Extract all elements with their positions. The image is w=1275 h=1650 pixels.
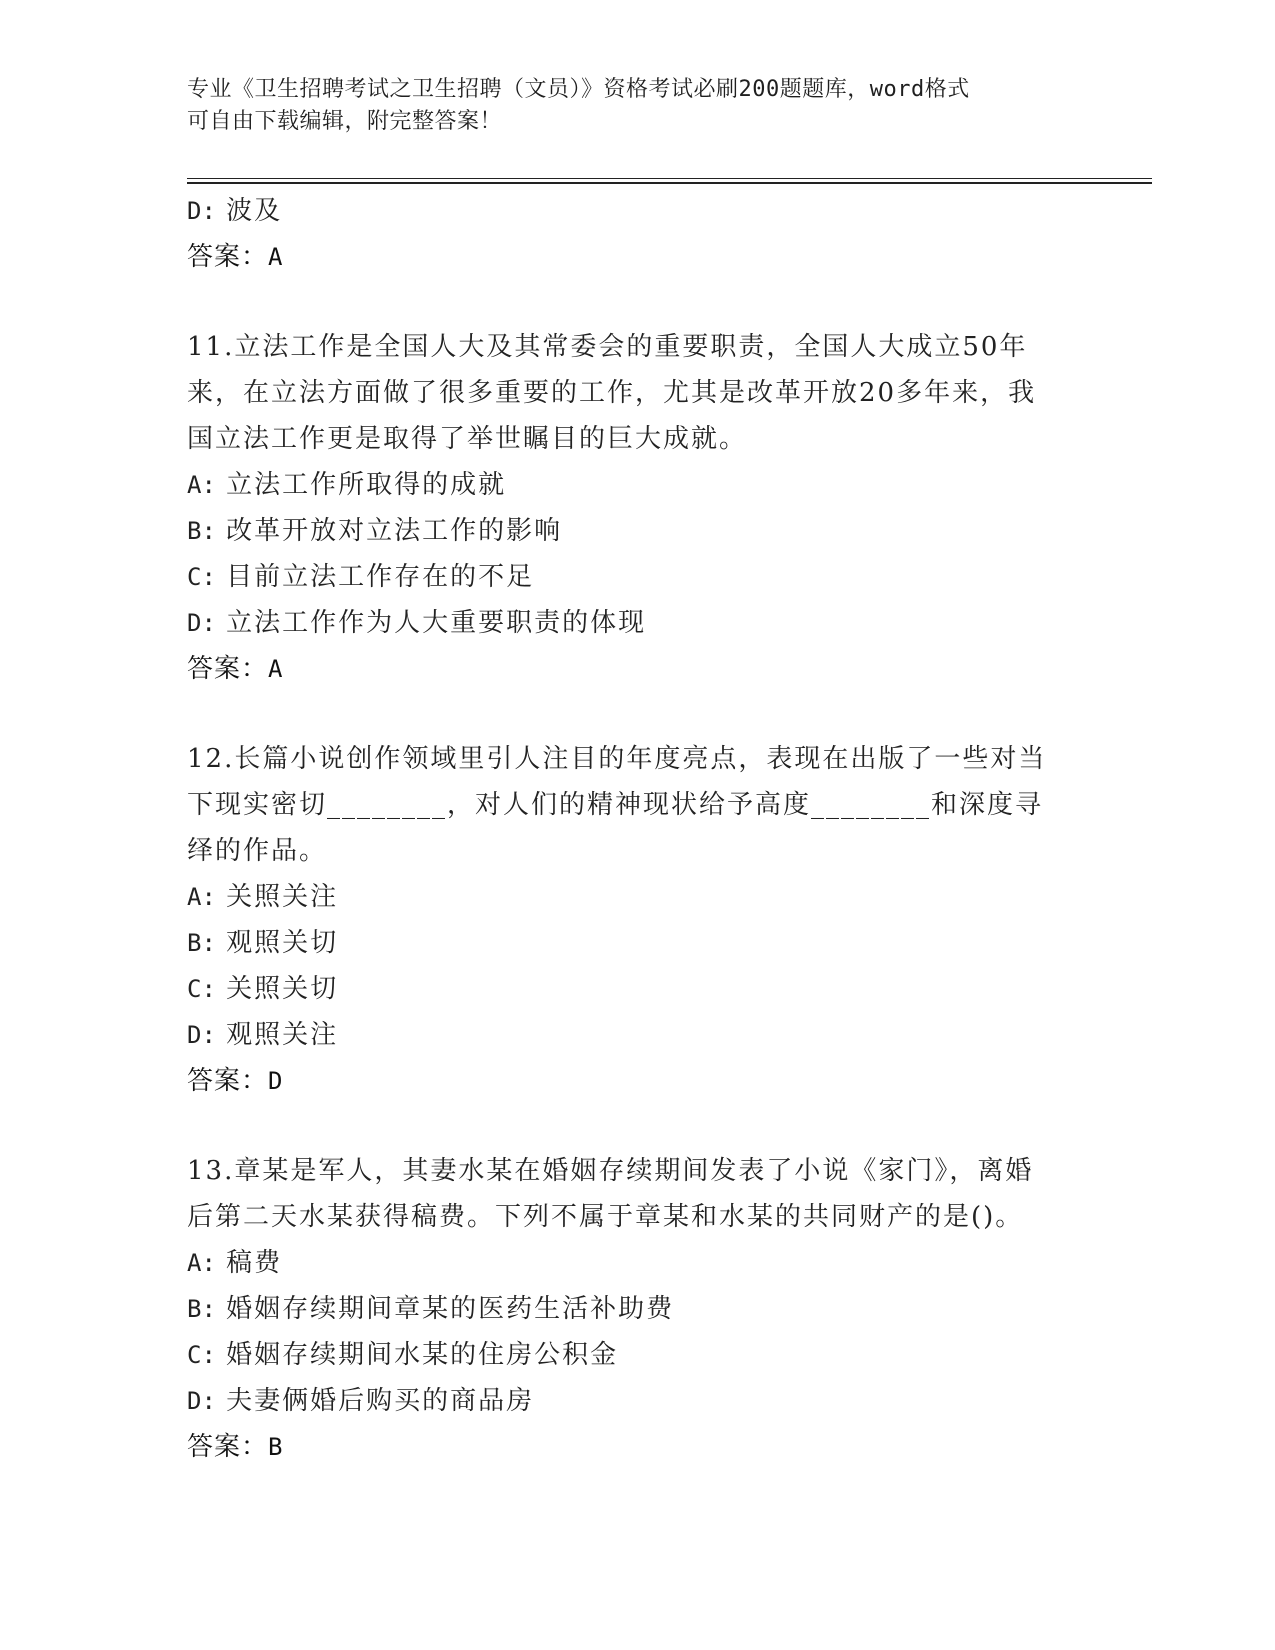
option-text: 关照关切 (226, 974, 339, 1004)
option-a (187, 874, 1087, 920)
answer-value: B (268, 1433, 284, 1461)
option-text: 改革开放对立法工作的影响 (226, 516, 563, 546)
option-b (187, 920, 1087, 966)
option-d (187, 600, 1087, 646)
option-text: 婚姻存续期间章某的医药生活补助费 (226, 1294, 675, 1324)
header-rule-thick (187, 182, 1152, 184)
option-letter: D: (187, 609, 216, 637)
question-13 (187, 1148, 1087, 1470)
option-d (187, 1012, 1087, 1058)
answer-label: 答案： (187, 1066, 269, 1096)
question-line: 下现实密切________，对人们的精神现状给予高度________和深度寻 (187, 790, 1044, 820)
question-stem (187, 1148, 1087, 1240)
header-line-1: 专业《卫生招聘考试之卫生招聘（文员）》资格考试必刷200题题库，word格式 (187, 77, 970, 102)
option-text: 稿费 (226, 1248, 283, 1278)
question-line: 11.立法工作是全国人大及其常委会的重要职责，全国人大成立50年 (187, 332, 1028, 362)
answer-value: A (268, 655, 284, 683)
spacer (187, 280, 1087, 324)
question-line: 12.长篇小说创作领域里引人注目的年度亮点，表现在出版了一些对当 (187, 744, 1047, 774)
answer-value: A (268, 243, 284, 271)
option-text: 目前立法工作存在的不足 (226, 562, 535, 592)
option-letter: B: (187, 517, 216, 545)
option-c (187, 554, 1087, 600)
spacer (187, 1104, 1087, 1148)
prev-option-d (187, 188, 1087, 234)
option-b (187, 1286, 1087, 1332)
answer-label: 答案： (187, 654, 269, 684)
option-letter: B: (187, 929, 216, 957)
answer-label: 答案： (187, 1432, 269, 1462)
option-letter: C: (187, 563, 216, 591)
answer (187, 1058, 1087, 1104)
document-body (187, 188, 1087, 1470)
option-text: 观照关切 (226, 928, 339, 958)
question-11 (187, 324, 1087, 692)
option-text: 观照关注 (226, 1020, 339, 1050)
option-letter: A: (187, 1249, 216, 1277)
question-12 (187, 736, 1087, 1104)
answer (187, 646, 1087, 692)
option-text: 夫妻俩婚后购买的商品房 (226, 1386, 535, 1416)
option-c (187, 1332, 1087, 1378)
option-a (187, 1240, 1087, 1286)
header-line-2: 可自由下载编辑，附完整答案！ (187, 109, 503, 134)
question-line: 13.章某是军人，其妻水某在婚姻存续期间发表了小说《家门》，离婚 (187, 1156, 1034, 1186)
option-letter: D: (187, 1021, 216, 1049)
option-letter: C: (187, 1341, 216, 1369)
question-stem (187, 736, 1087, 874)
answer (187, 1424, 1087, 1470)
answer-value: D (268, 1067, 284, 1095)
option-letter: B: (187, 1295, 216, 1323)
option-text: 婚姻存续期间水某的住房公积金 (226, 1340, 619, 1370)
document-header (187, 74, 1067, 138)
option-text: 立法工作所取得的成就 (226, 470, 507, 500)
answer-label: 答案： (187, 242, 269, 272)
question-line: 后第二天水某获得稿费。下列不属于章某和水某的共同财产的是()。 (187, 1202, 1024, 1232)
option-letter: A: (187, 471, 216, 499)
option-d (187, 1378, 1087, 1424)
question-line: 来，在立法方面做了很多重要的工作，尤其是改革开放20多年来，我 (187, 378, 1037, 408)
option-letter: C: (187, 975, 216, 1003)
option-b (187, 508, 1087, 554)
option-c (187, 966, 1087, 1012)
option-letter: A: (187, 883, 216, 911)
option-letter: D: (187, 1387, 216, 1415)
option-text: 波及 (226, 196, 283, 226)
option-letter: D: (187, 197, 216, 225)
question-line: 绎的作品。 (187, 836, 328, 866)
prev-answer (187, 234, 1087, 280)
option-text: 关照关注 (226, 882, 339, 912)
option-text: 立法工作作为人大重要职责的体现 (226, 608, 647, 638)
question-line: 国立法工作更是取得了举世瞩目的巨大成就。 (187, 424, 748, 454)
spacer (187, 692, 1087, 736)
question-stem (187, 324, 1087, 462)
option-a (187, 462, 1087, 508)
header-rule-thin (187, 178, 1152, 179)
